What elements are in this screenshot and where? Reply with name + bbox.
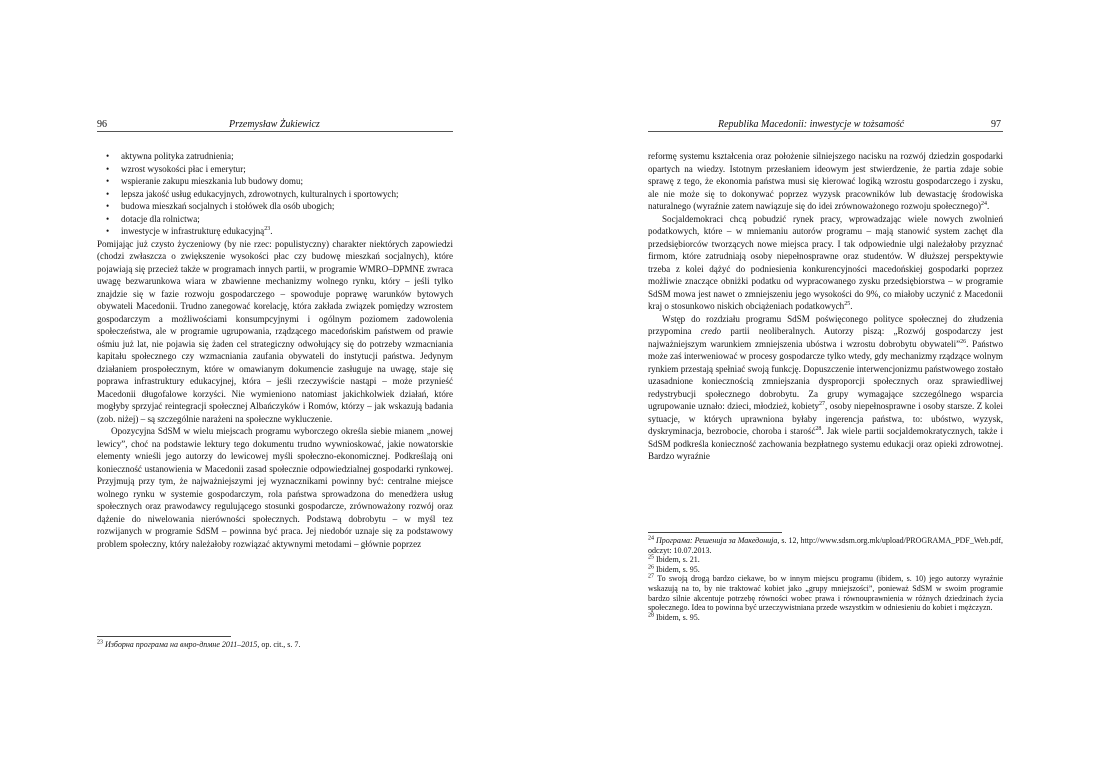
list-item: • dotacje dla rolnictwa; bbox=[106, 213, 200, 224]
header-rule bbox=[97, 131, 453, 132]
bullet-icon: • bbox=[106, 163, 110, 174]
list-item: • aktywna polityka zatrudnienia; bbox=[106, 151, 234, 161]
list-item: • wspieranie zakupu mieszkania lub budowy domu; bbox=[106, 176, 304, 186]
footnote-rule bbox=[97, 636, 231, 637]
paragraph: Socjaldemokraci chcą pobudzić rynek pracy, wprowadzając wiele nowych zwolnień podatkowych, które – w mniemaniu autorów programu – mają stanowić system zachęt dla przedsiębiorców tworzących nowe miejsca pracy. I tak odpowiednie ulgi należałoby przyznać firmom, które zatrudniają osoby niepełnosprawne oraz studentów. W dłuższej perspektywie trzeba z kolei dążyć do podniesienia konkurencyjności macedońskiej gospodarki poprzez możliwie znaczące obniżki podatku od wypracowanego zysku przedsiębiorstwa – w programie SdSM mowa jest nawet o zmniejszeniu jego wysokości do 9%, co miałoby uczynić z Macedonii kraj o stosunkowo niskich obciążeniach podatkowych$^{25}$. bbox=[648, 213, 1003, 311]
paragraph: Wstęp do rozdziału programu SdSM poświęconego polityce społecznej do złudzenia przypomina credo partii neoliberalnych. Autorzy piszą: „Rozwój gospodarczy jest najważniejszym warunkiem zmniejszenia ubóstwa i wzrostu dobrobytu obywateli”$^{26}$. Państwo może zaś interweniować w procesy gospodarcze tylko wtedy, gdy mechanizmy rządzące wolnym rynkiem przestają spełniać swoją funkcję. Dopuszczenie interwencjonizmu państwowego zostało uzasadnione koniecznością zmniejszania dysproporcji społecznych oraz sprawiedliwej redystrybucji społecznego dobrobytu. Za grupy wymagające szczególnego wsparcia ugrupowanie uznało: dzieci, młodzież, kobiety$^{27}$, osoby niepełnosprawne i osoby starsze. Z kolei sytuacje, w których uprawniona byłaby ingerencja państwa, to: ubóstwo, wyzysk, dyskryminacja, bezrobocie, choroba i starość$^{28}$. Jak wiele partii socjaldemokratycznych, także i SdSM podkreśla konieczność zachowania bezpłatnego systemu edukacji oraz opieki zdrowotnej. Bardzo wyraźnie bbox=[648, 313, 1003, 461]
running-head: Republika Macedonii: inwestycje w tożsamość bbox=[718, 119, 905, 130]
footnote: $^{23}$ Изборна програма на вмро-дпмне 2011–2015, op. cit., s. 7. bbox=[97, 639, 301, 649]
footnote: $^{24}$ Програма: Решенија за Македонија, s. 12, http://www.sdsm.org.mk/upload/PROGRAMA_PDF_Web.pdf, odczyt: 10.07.2013. bbox=[648, 535, 1003, 555]
footnote-ref[interactable]: 26 bbox=[960, 338, 967, 345]
footnote-ref[interactable]: 23 bbox=[264, 225, 271, 232]
bullet-icon: • bbox=[106, 151, 110, 161]
page-number: 96 bbox=[97, 119, 107, 130]
bullet-icon: • bbox=[106, 188, 110, 199]
bullet-icon: • bbox=[106, 213, 110, 224]
footnote-ref[interactable]: 25 bbox=[844, 300, 851, 307]
footnote: $^{25}$ Ibidem, s. 21. bbox=[648, 554, 700, 565]
page-body bbox=[97, 150, 453, 550]
page-body bbox=[648, 150, 1003, 463]
footnote: $^{27}$ To swoją drogą bardzo ciekawe, bo w innym miejscu programu (ibidem, s. 10) jego autorzy wyraźnie wskazują na to, by nie traktować kobiet jako „grupy mniejszości”, ponieważ SdSM w swoim programie bardzo silnie akcentuje potrzebę równości wobec prawa i równouprawnienia w różnych dziedzinach życia społecznego. Idea to powinna być urzeczywistniana przede wszystkim w odniesieniu do kobiet i mężczyzn. bbox=[648, 573, 1003, 613]
header-rule bbox=[648, 131, 1003, 132]
footnote: $^{28}$ Ibidem, s. 95. bbox=[648, 612, 700, 622]
list-item: • lepsza jakość usług edukacyjnych, zdrowotnych, kulturalnych i sportowych; bbox=[106, 188, 399, 199]
list-item: • budowa mieszkań socjalnych i stołówek dla osób ubogich; bbox=[106, 201, 335, 211]
paragraph: reformę systemu kształcenia oraz położenie silniejszego nacisku na rozwój dziedzin gospodarki opartych na wiedzy. Istotnym przesłaniem ideowym jest stwierdzenie, że partia zdaje sobie sprawę z tego, że ekonomia państwa musi się kierować logiką wzrostu gospodarczego i zysku, ale nie może się to dokonywać poprzez wyzysk pracowników lub dewastację środowiska naturalnego (wyraźnie zatem nawiązuje się do idei zrównoważonego rozwoju społecznego)$^{24}$. bbox=[648, 151, 1003, 211]
footnote: $^{26}$ Ibidem, s. 95. bbox=[648, 564, 700, 574]
footnotes bbox=[648, 536, 1003, 622]
footnote-ref[interactable]: 28 bbox=[815, 425, 822, 432]
list-item: • inwestycje w infrastrukturę edukacyjną$^{23}$. bbox=[106, 225, 273, 236]
bullet-icon: • bbox=[106, 226, 110, 236]
bullet-list bbox=[97, 150, 453, 238]
running-head: Przemysław Żukiewicz bbox=[229, 119, 320, 130]
right-page bbox=[550, 0, 1100, 778]
list-item: • wzrost wysokości płac i emerytur; bbox=[106, 163, 246, 174]
footnotes bbox=[97, 640, 453, 650]
paragraph: Opozycyjna SdSM w wielu miejscach programu wyborczego określa siebie mianem „nowej lewicy”, choć na podstawie lektury tego dokumentu trudno wywnioskować, jakie nowatorskie elementy wnieśli jego autorzy do lewicowej myśli społeczno-ekonomicznej. Podkreślają oni konieczność ustanowienia w Macedonii zasad społecznie odpowiedzialnej gospodarki rynkowej. Przyjmują przy tym, że najważniejszymi jej wyznacznikami powinny być: centralne miejsce wolnego rynku w systemie gospodarczym, rola państwa sprowadzona do menedżera usług społecznych oraz prawodawcy regulującego stosunki gospodarcze, zrównoważony rozwój oraz dążenie do niwelowania nierówności społecznych. Podstawą dobrobytu – w myśl tez rozwijanych w programie SdSM – powinna być praca. Jej niedobór uznaje się za podstawowy problem społeczny, który należałoby rozwiązać aktywnymi metodami – głównie poprzez bbox=[97, 426, 453, 549]
bullet-icon: • bbox=[106, 176, 110, 186]
page-number: 97 bbox=[991, 119, 1001, 130]
footnote-ref[interactable]: 27 bbox=[819, 400, 826, 407]
footnote-ref[interactable]: 24 bbox=[981, 200, 988, 207]
paragraph: Pomijając już czysto życzeniowy (by nie rzec: populistyczny) charakter niektórych zapowiedzi (chodzi zwłaszcza o zwiększenie wysokości płac czy budowę mieszkań socjalnych), które pojawiają się przecież także w programach innych partii, w programie WMRO–DPMNE zwraca uwagę bezwarunkowa wiara w zbawienne mechanizmy wolnego rynku, który – jeśli tylko znajdzie się w fazie rozwoju gospodarczego – spowoduje poprawę warunków bytowych obywateli Macedonii. Trudno zanegować korelację, która zakłada związek pomiędzy wzrostem gospodarczym a możliwościami konsumpcyjnymi i ogólnym poziomem zadowolenia społeczeństwa, ale w programie ugrupowania, rządzącego macedońskim państwem od prawie ośmiu już lat, nie pojawia się żaden cel strategiczny odwołujący się do potrzeby wzmacniania kapitału społecznego czy wzmacniania zaufania obywateli do instytucji państwa. Jedynym działaniem prospołecznym, które w omawianym dokumencie zasługuje na uwagę, staje się poprawa infrastruktury edukacyjnej, która – jeśli rzeczywiście nastąpi – może przynieść Macedonii długofalowe korzyści. Nie wymieniono natomiast jakichkolwiek działań, które mogłyby sprzyjać reintegracji społecznej Albańczyków i Romów, którzy – jak wskazują badania (zob. niżej) – są szczególnie narażeni na społeczne wykluczenie. bbox=[97, 238, 453, 424]
bullet-icon: • bbox=[106, 201, 110, 211]
footnote-rule bbox=[648, 532, 782, 533]
